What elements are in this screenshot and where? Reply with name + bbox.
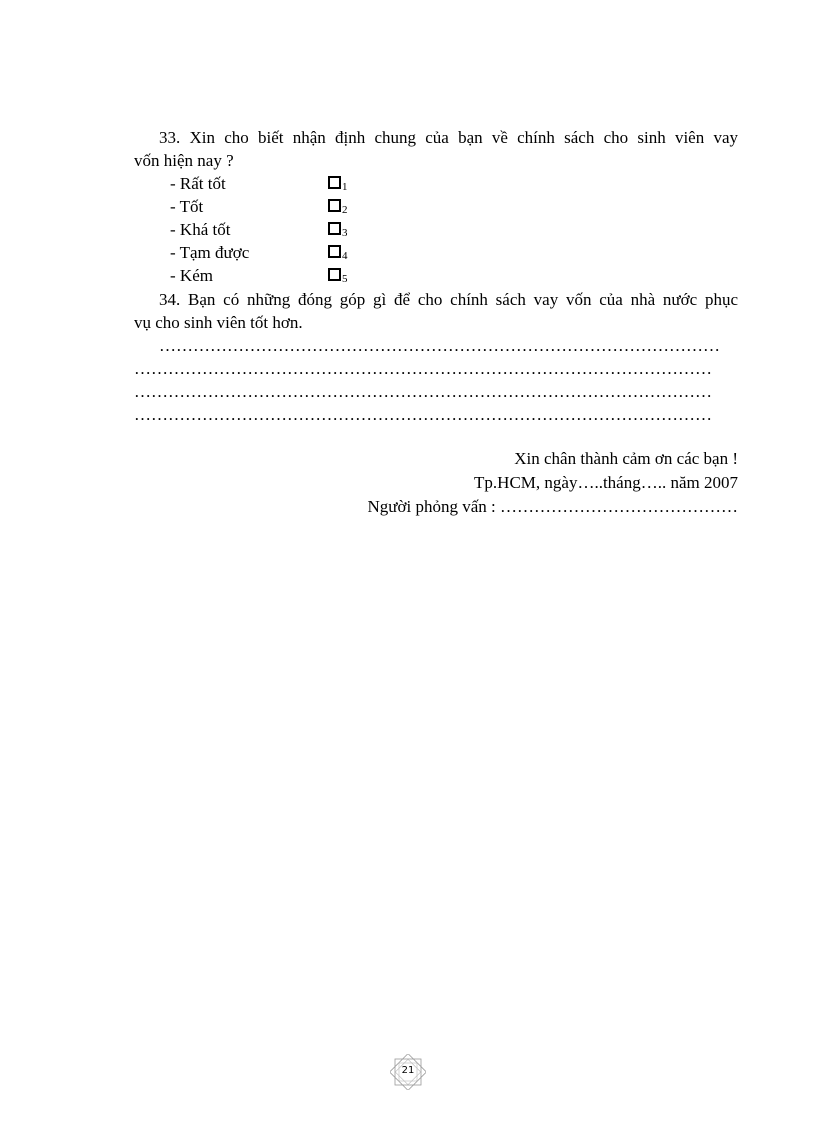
answer-line[interactable]: …………………………………………………………………………………………	[134, 359, 712, 378]
question-34	[134, 288, 738, 334]
option-row	[170, 264, 370, 287]
answer-area[interactable]	[134, 334, 738, 426]
option-label: - Rất tốt	[170, 174, 226, 193]
option-code: 2	[342, 204, 348, 216]
option-code: 3	[342, 227, 348, 239]
page-number-badge	[390, 1054, 426, 1090]
option-row	[170, 241, 370, 264]
checkbox-square-icon	[328, 245, 341, 258]
option-row	[170, 218, 370, 241]
option-code: 4	[342, 250, 348, 262]
question-34-text-line2: vụ cho sinh viên tốt hơn.	[134, 313, 303, 332]
checkbox-square-icon	[328, 199, 341, 212]
page-number: 21	[401, 1065, 415, 1076]
question-33	[134, 126, 738, 172]
option-code: 1	[342, 181, 348, 193]
checkbox-square-icon	[328, 222, 341, 235]
option-row	[170, 172, 370, 195]
option-checkbox[interactable]	[328, 268, 348, 290]
question-33-options	[170, 172, 370, 287]
option-label: - Kém	[170, 266, 213, 285]
answer-line[interactable]: …………………………………………………………………………………………	[134, 382, 712, 401]
option-code: 5	[342, 273, 348, 285]
date-line: Tp.HCM, ngày…..tháng….. năm 2007	[474, 473, 738, 492]
checkbox-square-icon	[328, 268, 341, 281]
question-33-text-line2: vốn hiện nay ?	[134, 151, 234, 170]
question-33-text-line1: 33. Xin cho biết nhận định chung của bạn về chính sách cho sinh viên vay	[159, 128, 738, 147]
answer-line[interactable]: ………………………………………………………………………………………	[159, 336, 720, 355]
option-label: - Tạm được	[170, 243, 250, 262]
option-label: - Tốt	[170, 197, 204, 216]
thanks-text: Xin chân thành cảm ơn các bạn !	[514, 449, 738, 468]
option-label: - Khá tốt	[170, 220, 231, 239]
option-row	[170, 195, 370, 218]
closing-block	[368, 447, 738, 519]
question-34-text-line1: 34. Bạn có những đóng góp gì để cho chính sách vay vốn của nhà nước phục	[159, 290, 738, 309]
answer-line[interactable]: …………………………………………………………………………………………	[134, 405, 712, 424]
checkbox-square-icon	[328, 176, 341, 189]
interviewer-line: Người phỏng vấn : ……………………………………	[367, 497, 738, 516]
